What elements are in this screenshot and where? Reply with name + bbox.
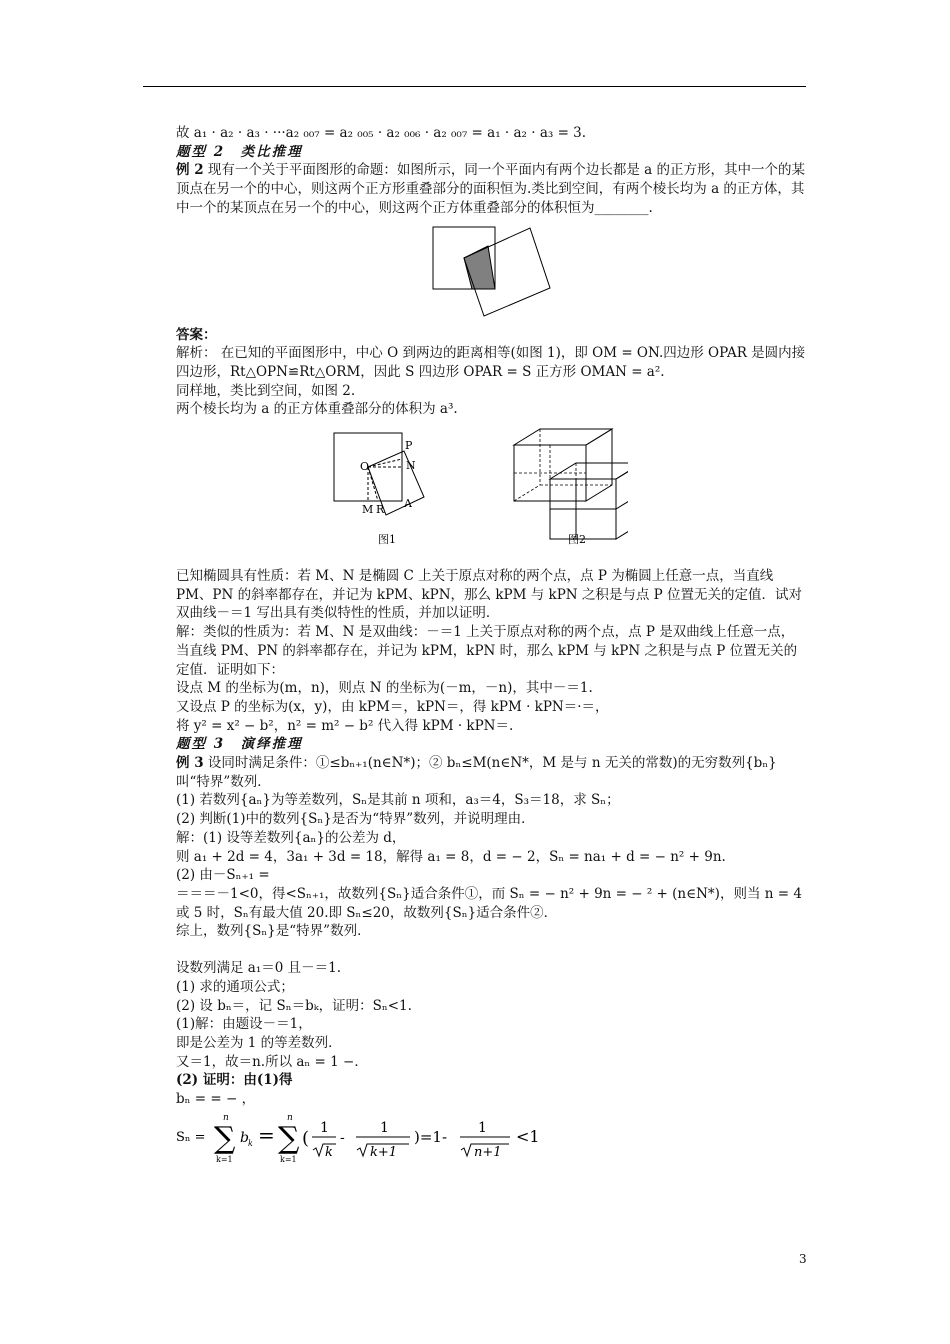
svg-text:∑: ∑: [278, 1121, 300, 1156]
svg-text:=: =: [258, 1123, 275, 1147]
svg-text:k+1: k+1: [370, 1145, 398, 1160]
paragraph: (2) 证明：由(1)得: [176, 1072, 293, 1089]
header-rule: [143, 86, 806, 87]
paragraph: 则 a₁ + 2d = 4，3a₁ + 3d = 18，解得 a₁ = 8，d = − 2，Sₙ = na₁ + d = − n² + 9n.: [176, 848, 726, 865]
example-text: 现有一个关于平面图形的命题：如图所示，同一个平面内有两个边长都是 a 的正方形，其中一个的某顶点在另一个的中心，则这两个正方形重叠部分的面积恒为.类比到空间，有两个棱长均为 a 的正方体，其中一个的某顶点在另一个的中心，则这两个正方体重叠部分的体积恒为________.: [176, 162, 806, 216]
example-3: [176, 754, 806, 791]
solution: 解：类似的性质为：若 M、N 是双曲线：－＝1 上关于原点对称的两个点，点 P 是双曲线上任意一点，当直线 PM、PN 的斜率都存在，并记为 kPM，kPN 时，那么 kPM 与 kPN 之积是与点 P 位置无关的定值．证明如下：: [176, 624, 798, 678]
svg-text:<1: <1: [516, 1127, 540, 1146]
paragraph: 即是公差为 1 的等差数列．: [176, 1034, 342, 1051]
page-number: 3: [799, 1252, 807, 1266]
fig-label-p: P: [405, 439, 413, 453]
section-heading: 题型 2 类比推理: [176, 143, 303, 160]
fig1-caption: 图1: [378, 533, 396, 547]
paragraph: 又＝1，故＝n.所以 aₙ = 1 −．: [176, 1053, 368, 1070]
svg-text:-: -: [340, 1130, 345, 1146]
svg-text:n: n: [223, 1113, 229, 1123]
paragraph: (2) 设 bₙ＝，记 Sₙ＝bₖ，证明：Sₙ<1.: [176, 997, 412, 1014]
ellipse-problem: 已知椭圆具有性质：若 M、N 是椭圆 C 上关于原点对称的两个点，点 P 为椭圆上任意一点，当直线 PM、PN 的斜率都存在，并记为 kPM、kPN，那么 kPM 与 kPN 之积是与点 P 位置无关的定值．试对双曲线－＝1 写出具有类似特性的性质，并加以证明．: [176, 568, 803, 622]
fig-label-a: A: [404, 497, 412, 511]
paragraph: (1) 求的通项公式；: [176, 978, 294, 995]
analysis-text: 在已知的平面图形中，中心 O 到两边的距离相等(如图 1)，即 OM = ON.四边形 OPAR 是圆内接四边形，Rt△OPN≌Rt△ORM，因此 S 四边形 OPAR = S 正方形 OMAN = a².: [176, 345, 806, 380]
paragraph: 故 a₁ · a₂ · a₃ · ···a₂ ₀₀₇ = a₂ ₀₀₅ · a₂ ₀₀₆ · a₂ ₀₀₇ = a₁ · a₂ · a₃ = 3.: [176, 125, 587, 141]
paragraph: 综上，数列{Sₙ}是“特界”数列．: [176, 923, 371, 940]
paragraph: 设数列满足 a₁＝0 且－＝1.: [176, 960, 342, 977]
answer-label: 答案：: [176, 326, 217, 343]
svg-text:k: k: [248, 1139, 253, 1148]
paragraph: 两个棱长均为 a 的正方体重叠部分的体积为 a³.: [176, 401, 458, 418]
example-label: 例 3: [176, 755, 204, 772]
fig2-caption: 图2: [568, 533, 586, 547]
paragraph: 解：(1) 设等差数列{aₙ}的公差为 d，: [176, 829, 406, 846]
svg-text:b: b: [240, 1130, 249, 1146]
figures-1-2: [328, 423, 628, 553]
example-text: 设同时满足条件：①≤bₙ₊₁(n∈N*)；② bₙ≤M(n∈N*，M 是与 n 无关的常数)的无穷数列{bₙ}叫“特界”数列．: [176, 755, 777, 790]
document-body: [176, 124, 806, 1109]
fig-label-o: O: [360, 460, 370, 474]
paragraph: 同样地，类比到空间，如图 2.: [176, 382, 356, 399]
svg-text:k: k: [325, 1145, 333, 1160]
svg-text:1: 1: [380, 1120, 389, 1136]
two-squares-figure: [432, 226, 554, 318]
paragraph: (2) 由－Sₙ₊₁ =: [176, 867, 270, 884]
formula-lhs: Sₙ =: [176, 1130, 206, 1145]
svg-text:n: n: [287, 1113, 293, 1123]
svg-text:n+1: n+1: [474, 1145, 502, 1160]
svg-text:k=1: k=1: [216, 1155, 233, 1164]
fig-label-r: R: [376, 503, 385, 517]
fig-label-n: N: [406, 459, 416, 473]
paragraph: (1)解：由题设－＝1，: [176, 1016, 312, 1033]
fig-label-m: M: [362, 503, 374, 517]
svg-text:)=1-: )=1-: [414, 1128, 448, 1146]
svg-text:(: (: [302, 1128, 310, 1149]
svg-text:1: 1: [478, 1120, 487, 1136]
paragraph: 设点 M 的坐标为(m，n)，则点 N 的坐标为(－m，－n)，其中－＝1.: [176, 680, 593, 697]
section-heading: 题型 3 演绎推理: [176, 736, 303, 753]
svg-text:k=1: k=1: [280, 1155, 297, 1164]
example-2: [176, 161, 806, 217]
sum-symbol: ∑: [214, 1121, 236, 1156]
example-label: 例 2: [176, 162, 204, 179]
analysis-label: 解析：: [176, 345, 217, 362]
sum-formula: [176, 1112, 736, 1172]
paragraph: (2) 判断(1)中的数列{Sₙ}是否为“特界”数列，并说明理由．: [176, 811, 535, 828]
paragraph: 将 y² = x² − b²，n² = m² − b² 代入得 kPM · kPN＝.: [176, 717, 514, 734]
paragraph: ＝＝＝－1<0，得<Sₙ₊₁，故数列{Sₙ}适合条件①，而 Sₙ = − n² + 9n = − ² + (n∈N*)，则当 n = 4 或 5 时，Sₙ有最大值 20.即 Sₙ≤20，故数列{Sₙ}适合条件②．: [176, 885, 802, 921]
analysis: [176, 344, 806, 381]
svg-text:1: 1: [320, 1120, 329, 1136]
paragraph: bₙ = = − ，: [176, 1091, 256, 1108]
paragraph: 又设点 P 的坐标为(x，y)，由 kPM＝，kPN＝，得 kPM · kPN＝·＝，: [176, 698, 609, 715]
paragraph: (1) 若数列{aₙ}为等差数列，Sₙ是其前 n 项和，a₃＝4，S₃＝18，求 Sₙ；: [176, 792, 620, 809]
